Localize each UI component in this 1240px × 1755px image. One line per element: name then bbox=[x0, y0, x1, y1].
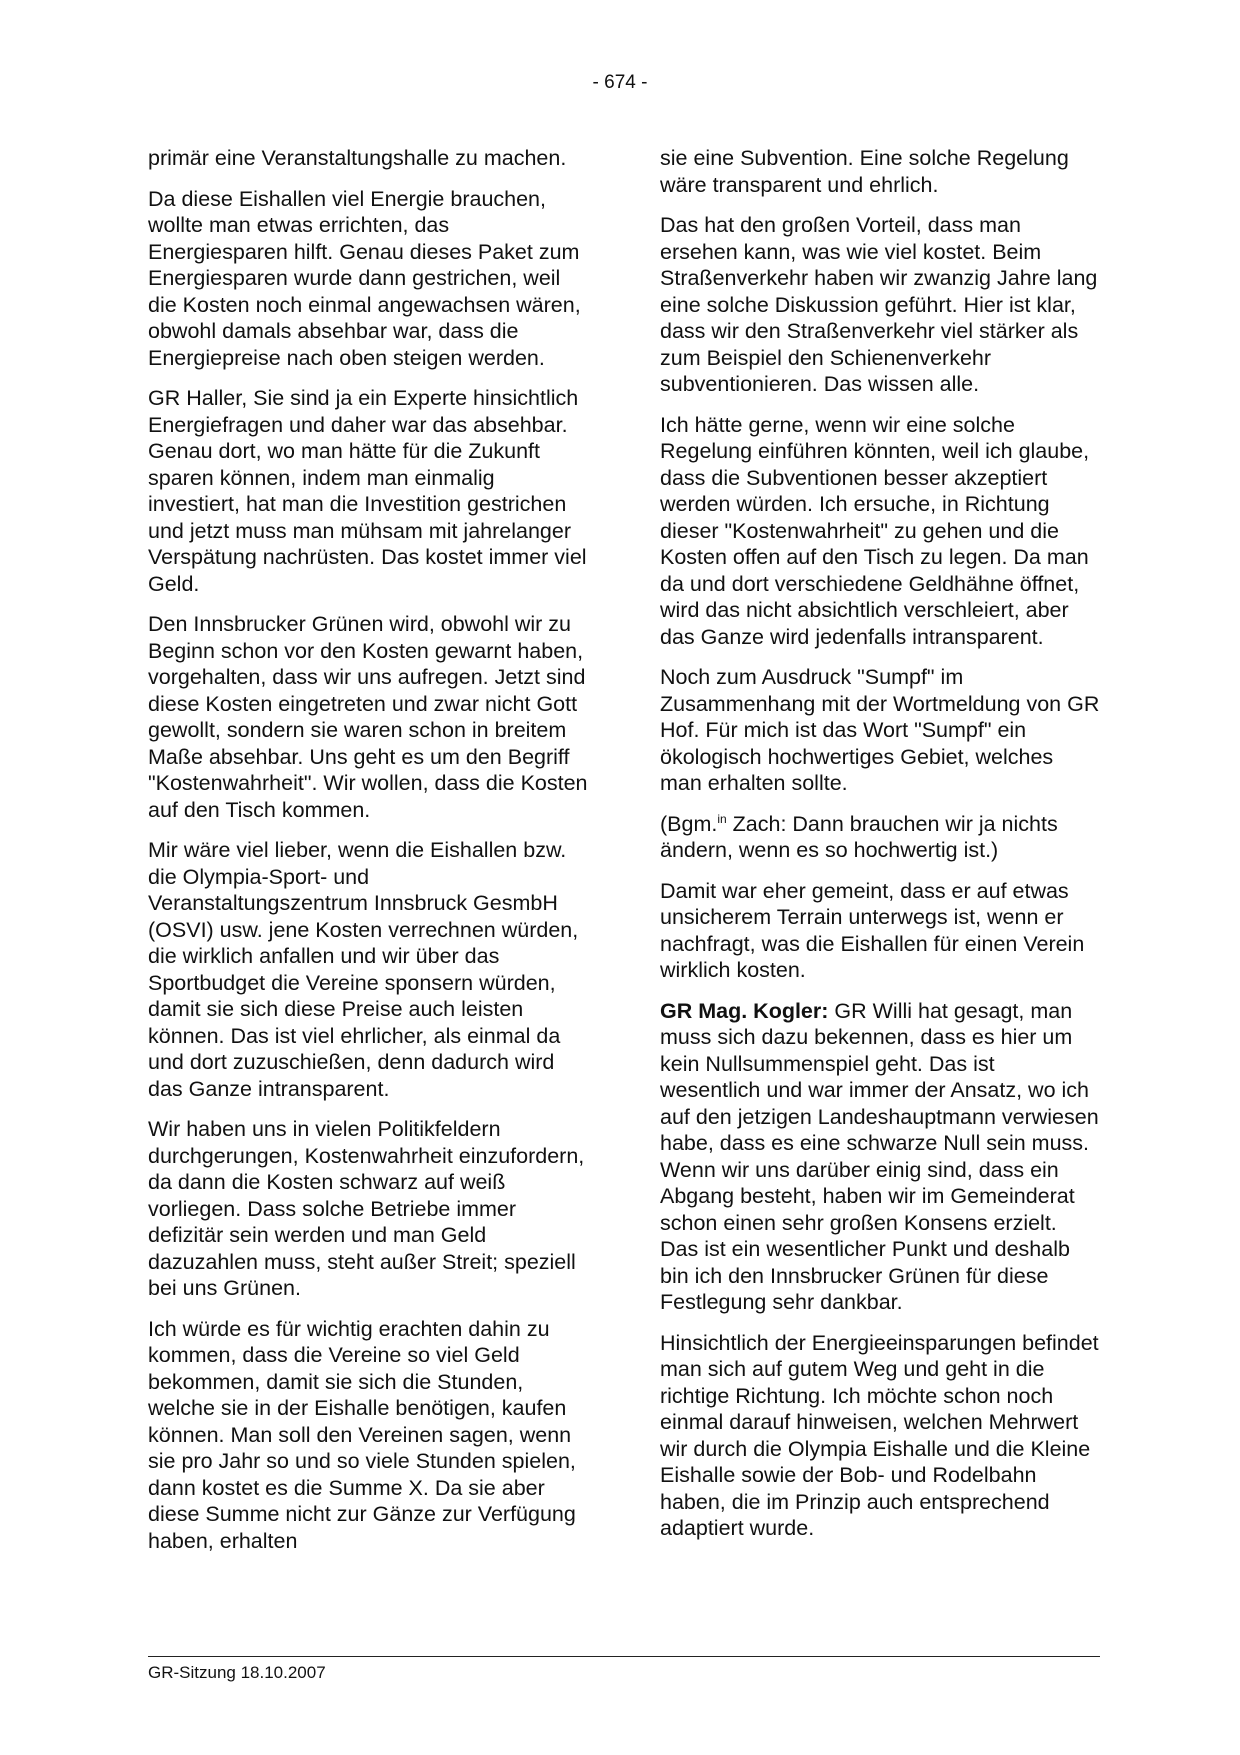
paragraph: Da diese Eishallen viel Energie brauchen, wollte man etwas errichten, das Energiesparen hilft. Genau dieses Paket zum Energiesparen wurde dann gestrichen, weil die Kosten noch einmal angewachsen wären, obwohl damals absehbar war, dass die Energiepreise nach oben steigen werden. bbox=[148, 186, 581, 370]
interjection-open: (Bgm. bbox=[660, 811, 718, 836]
paragraph: Noch zum Ausdruck "Sumpf" im Zusammenhang mit der Wortmeldung von GR Hof. Für mich ist das Wort "Sumpf" ein ökologisch hochwertiges Gebiet, welches man erhalten sollte. bbox=[660, 665, 1100, 795]
interjection-text: Zach: Dann brauchen wir ja nichts ändern, wenn es so hochwertig ist.) bbox=[660, 811, 1058, 862]
paragraph: Den Innsbrucker Grünen wird, obwohl wir zu Beginn schon vor den Kosten gewarnt haben, vorgehalten, dass wir uns aufregen. Jetzt sind diese Kosten eingetreten und zwar nicht Gott gewollt, sondern sie waren schon in breitem Maße absehbar. Uns geht es um den Begriff "Kostenwahrheit". Wir wollen, dass die Kosten auf den Tisch kommen. bbox=[148, 612, 588, 822]
speech-paragraph bbox=[660, 998, 1100, 1316]
paragraph: Mir wäre viel lieber, wenn die Eishallen bzw. die Olympia-Sport- und Veranstaltungszentrum Innsbruck GesmbH (OSVI) usw. jene Kosten verrechnen würden, die wirklich anfallen und wir über das Sportbudget die Vereine sponsern würden, damit sie sich diese Preise auch leisten können. Das ist viel ehrlicher, als einmal da und dort zuzuschießen, denn dadurch wird das Ganze intransparent. bbox=[148, 838, 579, 1101]
paragraph: Ich hätte gerne, wenn wir eine solche Regelung einführen könnten, weil ich glaube, dass die Subventionen besser akzeptiert werden würden. Ich ersuche, in Richtung dieser "Kostenwahrheit" zu gehen und die Kosten offen auf den Tisch zu legen. Da man da und dort verschiedene Geldhähne öffnet, wird das nicht absichtlich verschleiert, aber das Ganze wird jedenfalls intransparent. bbox=[660, 412, 1090, 649]
paragraph: Damit war eher gemeint, dass er auf etwas unsicherem Terrain unterwegs ist, wenn er nachfragt, was die Eishallen für einen Verein wirklich kosten. bbox=[660, 878, 1085, 982]
paragraph: Hinsichtlich der Energieeinsparungen befindet man sich auf gutem Weg und geht in die richtige Richtung. Ich möchte schon noch einmal darauf hinweisen, welchen Mehrwert wir durch die Olympia Eishalle und die Kleine Eishalle sowie der Bob- und Rodelbahn haben, die im Prinzip auch entsprechend adaptiert wurde. bbox=[660, 1330, 1099, 1540]
footer-text: GR-Sitzung 18.10.2007 bbox=[148, 1663, 326, 1682]
speaker-name: GR Mag. Kogler: bbox=[660, 998, 829, 1023]
paragraph: sie eine Subvention. Eine solche Regelung wäre transparent und ehrlich. bbox=[660, 146, 1069, 197]
speech-text: GR Willi hat gesagt, man muss sich dazu bekennen, dass es hier um kein Nullsummenspiel geht. Das ist wesentlich und war immer der Ansatz, wo ich auf den jetzigen Landeshauptmann verwiesen habe, dass es eine schwarze Null sein muss. Wenn wir uns darüber einig sind, dass ein Abgang besteht, haben wir im Gemeinderat schon einen sehr großen Konsens erzielt. Das ist ein wesentlicher Punkt und deshalb bin ich den Innsbrucker Grünen für diese Festlegung sehr dankbar. bbox=[660, 998, 1099, 1314]
paragraph: Ich würde es für wichtig erachten dahin zu kommen, dass die Vereine so viel Geld bekommen, damit sie sich die Stunden, welche sie in der Eishalle benötigen, kaufen können. Man soll den Vereinen sagen, wenn sie pro Jahr so und so viele Stunden spielen, dann kostet es die Summe X. Da sie aber diese Summe nicht zur Gänze zur Verfügung haben, erhalten bbox=[148, 1316, 576, 1553]
paragraph: primär eine Veranstaltungshalle zu machen. bbox=[148, 146, 567, 170]
left-column bbox=[148, 145, 588, 1568]
interjection bbox=[660, 811, 1100, 864]
interjection-superscript: in bbox=[717, 811, 727, 826]
paragraph: GR Haller, Sie sind ja ein Experte hinsichtlich Energiefragen und daher war das absehbar. Genau dort, wo man hätte für die Zukunft sparen können, indem man einmalig investiert, hat man die Investition gestrichen und jetzt muss man mühsam mit jahrelanger Verspätung nachrüsten. Das kostet immer viel Geld. bbox=[148, 386, 587, 596]
footer-divider bbox=[148, 1656, 1100, 1657]
paragraph: Wir haben uns in vielen Politikfeldern durchgerungen, Kostenwahrheit einzufordern, da dann die Kosten schwarz auf weiß vorliegen. Dass solche Betriebe immer defizitär sein werden und man Geld dazuzahlen muss, steht außer Streit; speziell bei uns Grünen. bbox=[148, 1117, 585, 1300]
paragraph: Das hat den großen Vorteil, dass man ersehen kann, was wie viel kostet. Beim Straßenverkehr haben wir zwanzig Jahre lang eine solche Diskussion geführt. Hier ist klar, dass wir den Straßenverkehr viel stärker als zum Beispiel den Schienenverkehr subventionieren. Das wissen alle. bbox=[660, 213, 1098, 396]
right-column bbox=[660, 145, 1100, 1556]
page-number: - 674 - bbox=[592, 72, 648, 93]
